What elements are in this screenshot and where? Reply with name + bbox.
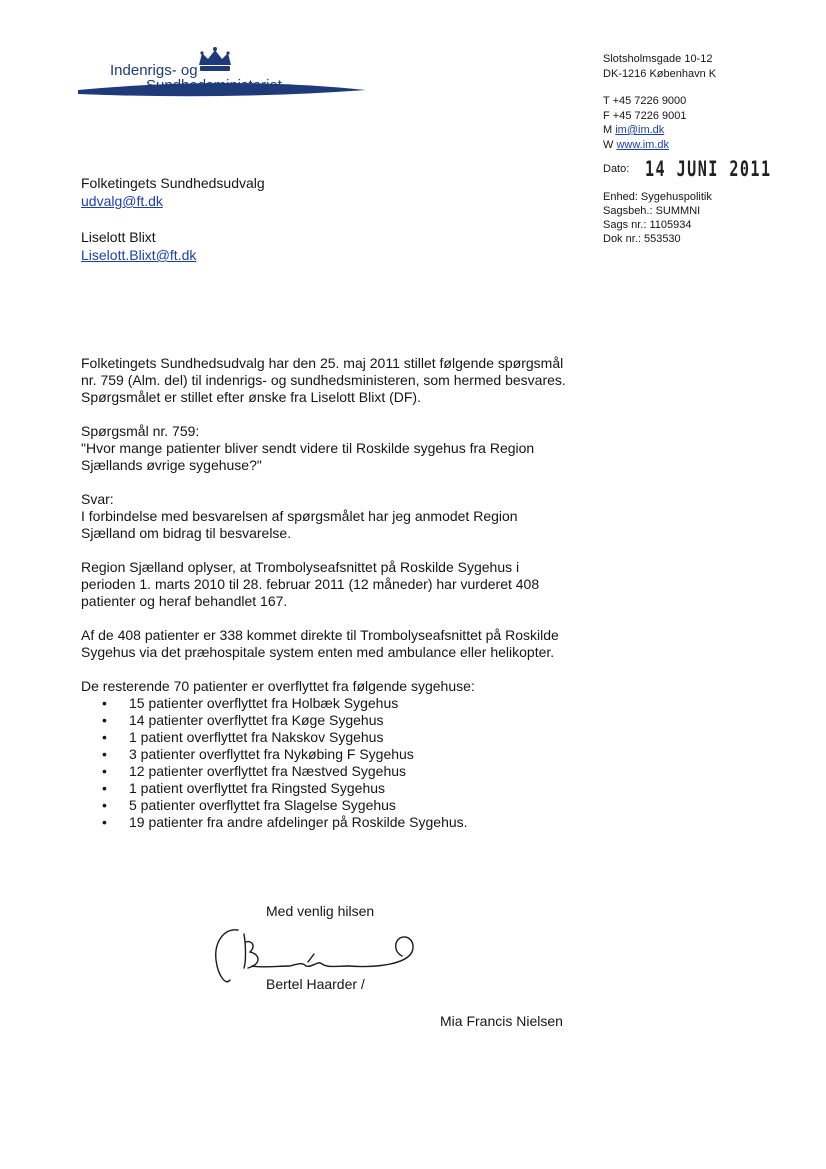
web-line: [603, 138, 687, 153]
direct-patients-paragraph: Af de 408 patienter er 338 kommet direkte til Trombolyseafsnittet på Roskilde Sygehus via det præhospitale system enten med ambulance eller helikopter.: [81, 627, 559, 660]
recipient-committee-name: Folketingets Sundhedsudvalg: [81, 175, 265, 191]
mail-prefix: M: [603, 124, 613, 136]
answer-heading: Svar:: [81, 491, 114, 507]
letter-body: [81, 355, 566, 831]
question-paragraph: Spørgsmål nr. 759: "Hvor mange patienter bliver sendt videre til Roskilde sygehus fra Region Sjællands øvrige sygehuse?": [81, 423, 535, 473]
list-item: • 1 patient overflyttet fra Ringsted Sygehus: [81, 780, 551, 797]
list-intro: De resterende 70 patienter er overflyttet fra følgende sygehuse:: [81, 678, 475, 694]
signer-officer: Mia Francis Nielsen: [440, 1013, 563, 1029]
region-paragraph: Region Sjælland oplyser, at Trombolyseafsnittet på Roskilde Sygehus i perioden 1. marts 2010 til 28. februar 2011 (12 måneder) har vurderet 408 patienter og heraf behandlet 167.: [81, 559, 540, 609]
recipient-person-name: Liselott Blixt: [81, 229, 156, 245]
recipient-committee-email[interactable]: udvalg@ft.dk: [81, 193, 163, 209]
meta-case-officer: Sagsbeh.: SUMMNI: [603, 205, 701, 217]
date-stamp: 14 JUNI 2011: [645, 157, 772, 181]
mail-line: [603, 123, 687, 138]
sender-address: [603, 52, 716, 81]
recipient-committee: [81, 174, 265, 210]
intro-paragraph: Folketingets Sundhedsudvalg har den 25. maj 2011 stillet følgende spørgsmål nr. 759 (Alm. del) til indenrigs- og sundhedsministeren, som hermed besvares. Spørgsmålet er stillet efter ønske fra Liselott Blixt (DF).: [81, 355, 566, 405]
meta-unit: Enhed: Sygehuspolitik: [603, 191, 712, 203]
recipient-person: [81, 228, 196, 264]
question-heading: Spørgsmål nr. 759:: [81, 423, 200, 439]
answer-paragraph: Svar: I forbindelse med besvarelsen af spørgsmålet har jeg anmodet Region Sjælland om bidrag til besvarelse.: [81, 491, 518, 541]
address-line-1: Slotsholmsgade 10-12: [603, 53, 713, 65]
list-item: • 1 patient overflyttet fra Nakskov Sygehus: [81, 729, 551, 746]
web-prefix: W: [603, 138, 614, 151]
mail-link[interactable]: im@im.dk: [615, 124, 665, 136]
signer-minister: Bertel Haarder /: [266, 976, 365, 992]
closing-greeting: Med venlig hilsen: [266, 903, 375, 919]
phone-line: T +45 7226 9000: [603, 95, 687, 107]
list-item: • 19 patienter fra andre afdelinger på Roskilde Sygehus.: [81, 814, 551, 831]
list-item: • 3 patienter overflyttet fra Nykøbing F Sygehus: [81, 746, 551, 763]
list-item: • 5 patienter overflyttet fra Slagelse Sygehus: [81, 797, 551, 814]
date-label: Dato:: [603, 163, 630, 175]
list-item: • 15 patienter overflyttet fra Holbæk Sygehus: [81, 695, 551, 712]
logo-line-2: Sundhedsministeriet: [146, 77, 282, 94]
ministry-logo: [78, 46, 368, 102]
list-item: • 14 patienter overflyttet fra Køge Sygehus: [81, 712, 551, 729]
meta-doc-no: Dok nr.: 553530: [603, 233, 681, 245]
meta-case-no: Sags nr.: 1105934: [603, 219, 692, 231]
fax-line: F +45 7226 9001: [603, 109, 687, 122]
recipient-person-email[interactable]: Liselott.Blixt@ft.dk: [81, 247, 197, 263]
address-line-2: DK-1216 København K: [603, 67, 717, 80]
date-row: [603, 157, 821, 181]
logo-line-1: Indenrigs- og: [110, 62, 198, 79]
web-link[interactable]: www.im.dk: [616, 138, 670, 151]
case-meta: [603, 190, 712, 246]
transfer-list: [81, 695, 551, 831]
list-item: • 12 patienter overflyttet fra Næstved Sygehus: [81, 763, 551, 780]
sender-contact: [603, 94, 687, 152]
